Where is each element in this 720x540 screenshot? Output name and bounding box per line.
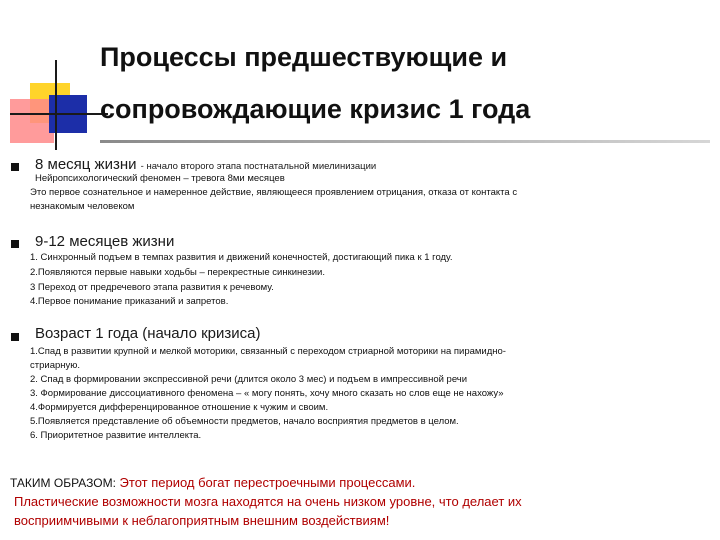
decor-horizontal-line [10, 113, 108, 115]
section-line: 6. Приоритетное развитие интеллекта. [30, 430, 202, 441]
section-line: стриарную. [30, 360, 81, 371]
page-title-line-1: Процессы предшествующие и [100, 42, 508, 72]
summary-text: Этот период богат перестроечными процессами. [115, 475, 416, 490]
section-line: 2.Появляются первые навыки ходьбы – перекрестные синкинезии. [30, 267, 325, 278]
section-heading-8-months [35, 156, 376, 173]
section-line: 4.Первое понимание приказаний и запретов. [30, 296, 229, 307]
section-line: незнакомым человеком [30, 201, 135, 212]
bullet-square-icon [11, 163, 19, 171]
section-heading-note: - начало второго этапа постнатальной миелинизации [140, 161, 377, 172]
section-heading-1-year: Возраст 1 года (начало кризиса) [35, 325, 261, 342]
section-line: 1. Синхронный подъем в темпах развития и движений конечностей, достигающий пика к 1 году. [30, 252, 453, 263]
page-title-line-2: сопровождающие кризис 1 года [100, 94, 531, 124]
bullet-square-icon [11, 333, 19, 341]
title-underline [100, 140, 710, 143]
section-heading-9-12-months: 9-12 месяцев жизни [35, 233, 175, 250]
summary-line-1 [10, 475, 415, 490]
summary-lead: ТАКИМ ОБРАЗОМ: [10, 476, 116, 490]
section-line: Нейропсихологический феномен – тревога 8ми месяцев [35, 173, 285, 184]
section-line: 2. Спад в формировании экспрессивной речи (длится около 3 мес) и подъем в импрессивной речи [30, 374, 468, 385]
section-line: Это первое сознательное и намеренное действие, являющееся проявлением отрицания, отказа от контакта с [30, 187, 518, 198]
section-line: 3 Переход от предречевого этапа развития к речевому. [30, 282, 274, 293]
section-line: 3. Формирование диссоциативного феномена – « могу понять, хочу много сказать но слов еще не нахожу» [30, 388, 504, 399]
summary-line-2: Пластические возможности мозга находятся на очень низком уровне, что делает их [14, 494, 522, 509]
decor-vertical-line [55, 60, 57, 150]
section-line: 5.Появляется представление об объемности предметов, начало восприятия предметов в целом. [30, 416, 459, 427]
section-line: 1.Спад в развитии крупной и мелкой моторики, связанный с переходом стриарной моторики на пирамидно- [30, 346, 506, 357]
section-line: 4.Формируется дифференцированное отношение к чужим и своим. [30, 402, 329, 413]
bullet-square-icon [11, 240, 19, 248]
summary-line-3: восприимчивыми к неблагоприятным внешним воздействиям! [14, 513, 390, 528]
section-heading-text: 8 месяц жизни [35, 156, 137, 173]
decor-red-square [10, 99, 54, 143]
